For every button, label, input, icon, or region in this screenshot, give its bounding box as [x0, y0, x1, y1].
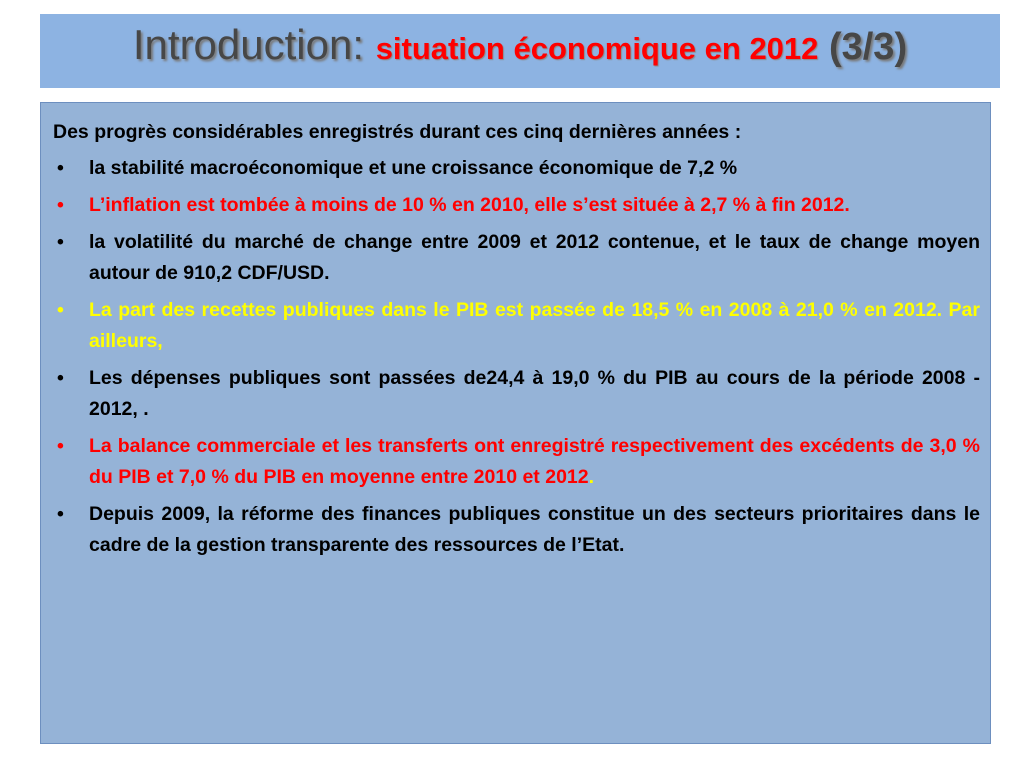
title-subtitle: situation économique en 2012	[375, 31, 819, 66]
bullet-text: la stabilité macroéconomique et une croissance économique de 7,2 %	[89, 157, 738, 179]
bullet-item-inflation	[51, 190, 980, 221]
slide-title	[40, 22, 1000, 69]
bullet-item-public-revenue	[51, 295, 980, 357]
content-box	[40, 102, 991, 744]
intro-text: Des progrès considérables enregistrés durant ces cinq dernières années :	[53, 121, 742, 143]
bullet-item-exchange-rate	[51, 227, 980, 289]
bullet-text: La balance commerciale et les transferts ont enregistré respectivement des excédents de 3,0 % du PIB et 7,0 % du PIB en moyenne entre 2010 et 2012	[89, 435, 980, 488]
bullet-item-stability	[51, 153, 980, 184]
bullet-list	[51, 153, 980, 561]
bullet-text: Depuis 2009, la réforme des finances publiques constitue un des secteurs prioritaires dans le cadre de la gestion transparente des ressources de l’Etat.	[89, 503, 980, 556]
bullet-item-public-spending	[51, 363, 980, 425]
bullet-text: la volatilité du marché de change entre 2009 et 2012 contenue, et le taux de change moyen autour de 910,2 CDF/USD.	[89, 231, 980, 284]
bullet-text: Les dépenses publiques sont passées de24,4 à 19,0 % du PIB au cours de la période 2008 - 2012, .	[89, 367, 980, 420]
bullet-text: L’inflation est tombée à moins de 10 % en 2010, elle s’est située à 2,7 % à fin 2012.	[89, 194, 850, 216]
bullet-icon: •	[57, 435, 64, 457]
bullet-icon: •	[57, 194, 64, 216]
bullet-text: La part des recettes publiques dans le PIB est passée de 18,5 % en 2008 à 21,0 % en 2012. Par ailleurs,	[89, 299, 980, 352]
bullet-icon: •	[57, 503, 64, 525]
bullet-item-finance-reform	[51, 499, 980, 561]
trailing-period: .	[588, 466, 595, 488]
title-page-number: (3/3)	[818, 26, 908, 68]
title-bar	[40, 14, 1000, 88]
title-main: Introduction:	[132, 21, 376, 68]
bullet-item-trade-balance	[51, 431, 980, 493]
bullet-icon: •	[57, 157, 64, 179]
bullet-icon: •	[57, 231, 64, 253]
bullet-icon: •	[57, 367, 64, 389]
bullet-icon: •	[57, 299, 64, 321]
